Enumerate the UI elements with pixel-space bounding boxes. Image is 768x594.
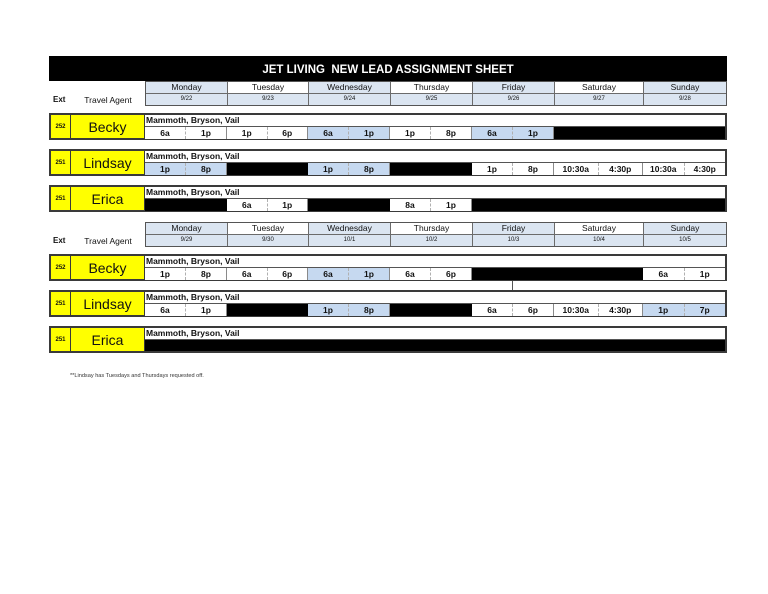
agent-name: Becky bbox=[71, 256, 145, 279]
day-header-sunday bbox=[644, 82, 726, 105]
week-2-block bbox=[49, 222, 727, 353]
shift-start-time: 6a bbox=[145, 127, 186, 139]
day-name: Saturday bbox=[555, 82, 643, 94]
shift-start-time: 10:30a bbox=[554, 304, 599, 316]
shift-friday bbox=[472, 304, 554, 316]
shift-monday bbox=[145, 127, 227, 139]
shift-end-time: 6p bbox=[282, 269, 293, 279]
day-date: 10/3 bbox=[473, 235, 554, 246]
shift-end-time: 7p bbox=[699, 305, 710, 315]
agent-name: Lindsay bbox=[71, 151, 145, 174]
agent-name: Lindsay bbox=[71, 292, 145, 315]
agent-locations: Mammoth, Bryson, Vail bbox=[145, 115, 725, 127]
day-date: 9/25 bbox=[391, 94, 472, 105]
shift-wednesday bbox=[308, 268, 390, 280]
shift-thursday bbox=[390, 199, 472, 211]
shift-tuesday-off bbox=[227, 163, 308, 175]
day-date: 9/27 bbox=[555, 94, 643, 105]
agent-extension: 251 bbox=[51, 151, 71, 174]
shift-start-time: 8a bbox=[390, 199, 431, 211]
agent-extension: 251 bbox=[51, 187, 71, 210]
shift-end-time: 8p bbox=[364, 164, 374, 174]
agent-locations: Mammoth, Bryson, Vail bbox=[145, 328, 725, 340]
shift-thursday-off bbox=[390, 163, 472, 175]
agent-schedule bbox=[145, 328, 725, 351]
shift-end-time: 1p bbox=[282, 200, 293, 210]
shift-thursday-off bbox=[390, 340, 472, 351]
shift-end-time: 1p bbox=[699, 269, 710, 279]
day-header-thursday bbox=[391, 82, 473, 105]
day-header-saturday bbox=[555, 223, 644, 246]
day-header-friday bbox=[473, 223, 555, 246]
shift-start-time: 1p bbox=[227, 127, 268, 139]
shift-times-row bbox=[145, 127, 725, 139]
day-name: Friday bbox=[473, 82, 554, 94]
day-date: 10/2 bbox=[391, 235, 472, 246]
shift-thursday bbox=[390, 127, 472, 139]
shift-monday-off bbox=[145, 340, 227, 351]
ext-column-header: Ext bbox=[53, 236, 66, 245]
day-date: 9/30 bbox=[228, 235, 308, 246]
shift-tuesday bbox=[227, 268, 308, 280]
shift-start-time: 1p bbox=[308, 304, 349, 316]
shift-saturday bbox=[554, 163, 643, 175]
day-header-grid bbox=[145, 81, 727, 106]
shift-friday bbox=[472, 127, 554, 139]
day-name: Wednesday bbox=[309, 223, 390, 235]
shift-wednesday bbox=[308, 163, 390, 175]
shift-times-row bbox=[145, 340, 725, 351]
ext-column-header: Ext bbox=[53, 95, 66, 104]
shift-end-time: 8p bbox=[201, 164, 211, 174]
shift-start-time: 6a bbox=[390, 268, 431, 280]
day-name: Tuesday bbox=[228, 223, 308, 235]
shift-sunday bbox=[643, 163, 725, 175]
shift-end-time: 1p bbox=[364, 269, 374, 279]
shift-end-time: 4:30p bbox=[693, 164, 716, 174]
shift-start-time: 1p bbox=[145, 163, 186, 175]
shift-tuesday bbox=[227, 127, 308, 139]
travel-agent-column-header: Travel Agent bbox=[84, 95, 132, 105]
agent-schedule bbox=[145, 151, 725, 174]
shift-start-time: 6a bbox=[308, 127, 349, 139]
shift-saturday bbox=[554, 304, 643, 316]
shift-start-time: 1p bbox=[145, 268, 186, 280]
shift-thursday bbox=[390, 268, 472, 280]
day-date: 10/5 bbox=[644, 235, 726, 246]
shift-monday bbox=[145, 268, 227, 280]
agent-extension: 251 bbox=[51, 292, 71, 315]
agent-extension: 252 bbox=[51, 115, 71, 138]
travel-agent-column-header: Travel Agent bbox=[84, 236, 132, 246]
day-name: Monday bbox=[146, 82, 227, 94]
day-date: 9/22 bbox=[146, 94, 227, 105]
shift-end-time: 1p bbox=[364, 128, 374, 138]
agent-schedule bbox=[145, 187, 725, 210]
shift-end-time: 8p bbox=[446, 128, 456, 138]
shift-wednesday-off bbox=[308, 340, 390, 351]
shift-times-row bbox=[145, 304, 725, 316]
shift-saturday-off bbox=[554, 199, 643, 211]
agent-row-becky bbox=[49, 113, 727, 140]
agent-row-erica bbox=[49, 185, 727, 212]
day-name: Friday bbox=[473, 223, 554, 235]
shift-start-time: 1p bbox=[643, 304, 685, 316]
shift-end-time: 6p bbox=[282, 128, 293, 138]
shift-start-time: 6a bbox=[308, 268, 349, 280]
shift-monday-off bbox=[145, 199, 227, 211]
shift-start-time: 1p bbox=[472, 163, 513, 175]
week-header bbox=[49, 222, 727, 247]
shift-end-time: 1p bbox=[446, 200, 456, 210]
shift-end-time: 1p bbox=[201, 128, 211, 138]
shift-sunday-off bbox=[643, 127, 725, 139]
shift-end-time: 1p bbox=[201, 305, 211, 315]
shift-monday bbox=[145, 163, 227, 175]
day-header-wednesday bbox=[309, 223, 391, 246]
day-name: Wednesday bbox=[309, 82, 390, 94]
day-date: 9/29 bbox=[146, 235, 227, 246]
shift-start-time: 10:30a bbox=[554, 163, 599, 175]
day-header-friday bbox=[473, 82, 555, 105]
shift-friday-off bbox=[472, 199, 554, 211]
day-name: Thursday bbox=[391, 82, 472, 94]
agent-extension: 251 bbox=[51, 328, 71, 351]
day-name: Sunday bbox=[644, 82, 726, 94]
agent-name: Erica bbox=[71, 328, 145, 351]
week-header bbox=[49, 81, 727, 106]
shift-friday-off bbox=[472, 340, 554, 351]
sheet-title: JET LIVING NEW LEAD ASSIGNMENT SHEET bbox=[49, 56, 727, 81]
day-date: 10/1 bbox=[309, 235, 390, 246]
shift-end-time: 8p bbox=[201, 269, 211, 279]
day-name: Saturday bbox=[555, 223, 643, 235]
shift-saturday-off bbox=[554, 127, 643, 139]
footnote: **Lindsay has Tuesdays and Thursdays requested off. bbox=[70, 373, 204, 379]
shift-wednesday bbox=[308, 127, 390, 139]
shift-start-time: 10:30a bbox=[643, 163, 685, 175]
day-header-wednesday bbox=[309, 82, 391, 105]
day-header-monday bbox=[146, 223, 228, 246]
shift-sunday bbox=[643, 268, 725, 280]
shift-start-time: 1p bbox=[390, 127, 431, 139]
shift-start-time: 6a bbox=[227, 199, 268, 211]
day-header-monday bbox=[146, 82, 228, 105]
week-1-block bbox=[49, 81, 727, 212]
shift-sunday-off bbox=[643, 340, 725, 351]
agent-schedule bbox=[145, 292, 725, 315]
shift-start-time: 6a bbox=[472, 127, 513, 139]
agent-name: Becky bbox=[71, 115, 145, 138]
shift-times-row bbox=[145, 268, 725, 280]
shift-end-time: 4:30p bbox=[609, 305, 632, 315]
shift-times-row bbox=[145, 199, 725, 211]
shift-end-time: 6p bbox=[446, 269, 456, 279]
shift-wednesday bbox=[308, 304, 390, 316]
shift-sunday-off bbox=[643, 199, 725, 211]
agent-locations: Mammoth, Bryson, Vail bbox=[145, 187, 725, 199]
day-date: 9/26 bbox=[473, 94, 554, 105]
shift-start-time: 6a bbox=[227, 268, 268, 280]
agent-locations: Mammoth, Bryson, Vail bbox=[145, 256, 725, 268]
shift-end-time: 4:30p bbox=[609, 164, 632, 174]
shift-times-row bbox=[145, 163, 725, 175]
shift-end-time: 6p bbox=[528, 305, 538, 315]
shift-end-time: 8p bbox=[364, 305, 374, 315]
agent-row-lindsay bbox=[49, 149, 727, 176]
day-name: Tuesday bbox=[228, 82, 308, 94]
stray-border-line bbox=[512, 281, 513, 290]
day-header-sunday bbox=[644, 223, 726, 246]
shift-tuesday-off bbox=[227, 304, 308, 316]
agent-row-lindsay bbox=[49, 290, 727, 317]
shift-thursday-off bbox=[390, 304, 472, 316]
agent-locations: Mammoth, Bryson, Vail bbox=[145, 292, 725, 304]
agent-schedule bbox=[145, 256, 725, 279]
day-header-grid bbox=[145, 222, 727, 247]
day-date: 9/24 bbox=[309, 94, 390, 105]
shift-start-time: 6a bbox=[643, 268, 685, 280]
shift-start-time: 6a bbox=[472, 304, 513, 316]
day-header-tuesday bbox=[228, 82, 309, 105]
day-header-tuesday bbox=[228, 223, 309, 246]
shift-end-time: 8p bbox=[528, 164, 538, 174]
agent-extension: 252 bbox=[51, 256, 71, 279]
shift-wednesday-off bbox=[308, 199, 390, 211]
shift-friday-off bbox=[472, 268, 554, 280]
shift-end-time: 1p bbox=[528, 128, 538, 138]
day-date: 9/28 bbox=[644, 94, 726, 105]
day-name: Sunday bbox=[644, 223, 726, 235]
agent-row-erica bbox=[49, 326, 727, 353]
shift-tuesday bbox=[227, 199, 308, 211]
shift-saturday-off bbox=[554, 268, 643, 280]
day-date: 9/23 bbox=[228, 94, 308, 105]
shift-start-time: 6a bbox=[145, 304, 186, 316]
day-name: Monday bbox=[146, 223, 227, 235]
shift-monday bbox=[145, 304, 227, 316]
agent-row-becky bbox=[49, 254, 727, 281]
agent-locations: Mammoth, Bryson, Vail bbox=[145, 151, 725, 163]
shift-friday bbox=[472, 163, 554, 175]
day-name: Thursday bbox=[391, 223, 472, 235]
day-header-thursday bbox=[391, 223, 473, 246]
agent-schedule bbox=[145, 115, 725, 138]
agent-name: Erica bbox=[71, 187, 145, 210]
shift-start-time: 1p bbox=[308, 163, 349, 175]
shift-sunday bbox=[643, 304, 725, 316]
day-date: 10/4 bbox=[555, 235, 643, 246]
day-header-saturday bbox=[555, 82, 644, 105]
shift-saturday-off bbox=[554, 340, 643, 351]
shift-tuesday-off bbox=[227, 340, 308, 351]
